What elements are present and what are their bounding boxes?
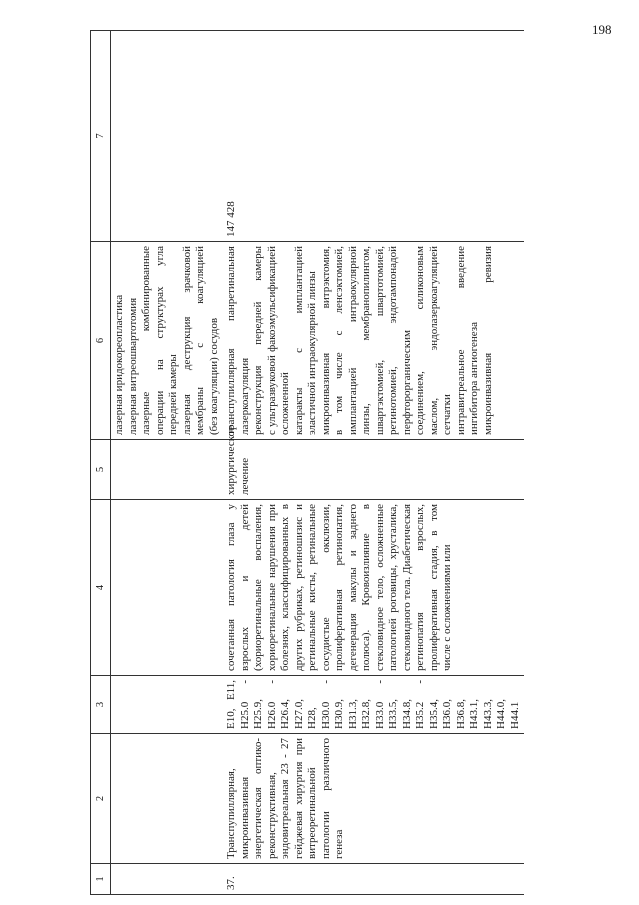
rotated-table-wrapper: [90, 31, 635, 895]
method-continuation: [111, 242, 224, 440]
col-header-5: 5: [91, 440, 111, 500]
care-type-name: Транспупиллярная, микроинвазивная энергетическая оптико-реконструктивная, эндовитреальная 23 - 27 гейджевая хирургия при витреоретинальной патологии различного генеза: [223, 734, 524, 864]
method-line: операции на структурах угла: [153, 246, 166, 435]
method-line: ингибитора ангиогенеза: [468, 322, 480, 435]
method-line: ретинотомией, эндотампонадой: [387, 246, 399, 435]
method-line: реконструкция передней камеры: [252, 246, 264, 435]
method-line: лазеркоагуляция: [238, 357, 251, 435]
method-line: линзы, мембранопилингом,: [360, 246, 372, 435]
method-line: маслом, эндолазеркоагуляцией: [427, 246, 440, 435]
page-number: 198: [592, 22, 612, 37]
treatment-type: хирургическое лечение: [223, 440, 524, 500]
method-line: катаракты с имплантацией: [292, 246, 305, 435]
method-line: микроинвазивная ревизия: [481, 246, 494, 435]
col-header-2: 2: [91, 734, 111, 864]
col-header-4: 4: [91, 500, 111, 676]
table-row: [223, 31, 524, 895]
vmp-table: [90, 30, 524, 895]
method-line: с ультразвуковой факоэмульсификацией осложненной: [265, 246, 291, 435]
header-row: [91, 31, 111, 895]
method-line: интравитреальное введение: [454, 246, 467, 435]
col-header-3: 3: [91, 676, 111, 734]
row-number: 37.: [223, 864, 524, 895]
method-line: эластичной интраокулярной линзы: [306, 271, 318, 435]
col-header-6: 6: [91, 242, 111, 440]
method-line: лазерная деструкция зрачковой: [180, 246, 193, 435]
method-line: мембраны с коагуляцией: [194, 246, 206, 435]
method-line: лазерные комбинированные: [140, 246, 152, 435]
col-header-1: 1: [91, 864, 111, 895]
method-line: передней камеры: [167, 354, 179, 435]
diagnosis-text: сочетанная патология глаза у взрослых и детей (хориоретинальные воспаления, хориоретинальные нарушения при болезнях, классифицированных в других рубриках, ретиношизис и ретинальные кисты, ретинальные сосудистые окклюзии, пролиферативная ретинопатия, дегенерация макулы и заднего полюса). Кровоизлияние в стекловидное тело, осложненные патологией роговицы, хрусталика, стекловидного тела. Диабетическая ретинопатия взрослых, пролиферативная стадия, в том числе с осложнениями или: [223, 500, 524, 676]
method-line: транспупиллярная панретинальная: [225, 246, 237, 435]
normative-cost: 147 428: [223, 31, 524, 242]
method-line: перфторорганическим: [400, 330, 413, 435]
method-line: имплантацией интраокулярной: [346, 246, 359, 435]
icd-codes: E10, E11, H25.0 - H25.9, H26.0 - H26.4, H27.0, H28, H30.0 - H30.9, H31.3, H32.8, H33.0 - H33.5, H34.8, H35.2 - H35.4, H36.0, H36.8, H43.1, H43.3, H44.0, H44.1: [223, 676, 524, 734]
method-line: соединением, силиконовым: [414, 246, 426, 435]
method-line: лазерная иридокореопластика: [113, 294, 125, 435]
col-header-7: 7: [91, 31, 111, 242]
method-line: в том числе с ленсэктомией,: [333, 246, 345, 435]
method-line: швартэктомией, швартотомией,: [373, 246, 386, 435]
method-line: сетчатки: [441, 394, 453, 435]
treatment-methods: [223, 242, 524, 440]
method-line: (без коагуляции) сосудов: [207, 317, 220, 435]
method-line: микроинвазивная витрэктомия,: [319, 246, 332, 435]
continuation-row: [111, 31, 224, 895]
method-line: лазерная витреошвартотомия: [126, 297, 139, 435]
